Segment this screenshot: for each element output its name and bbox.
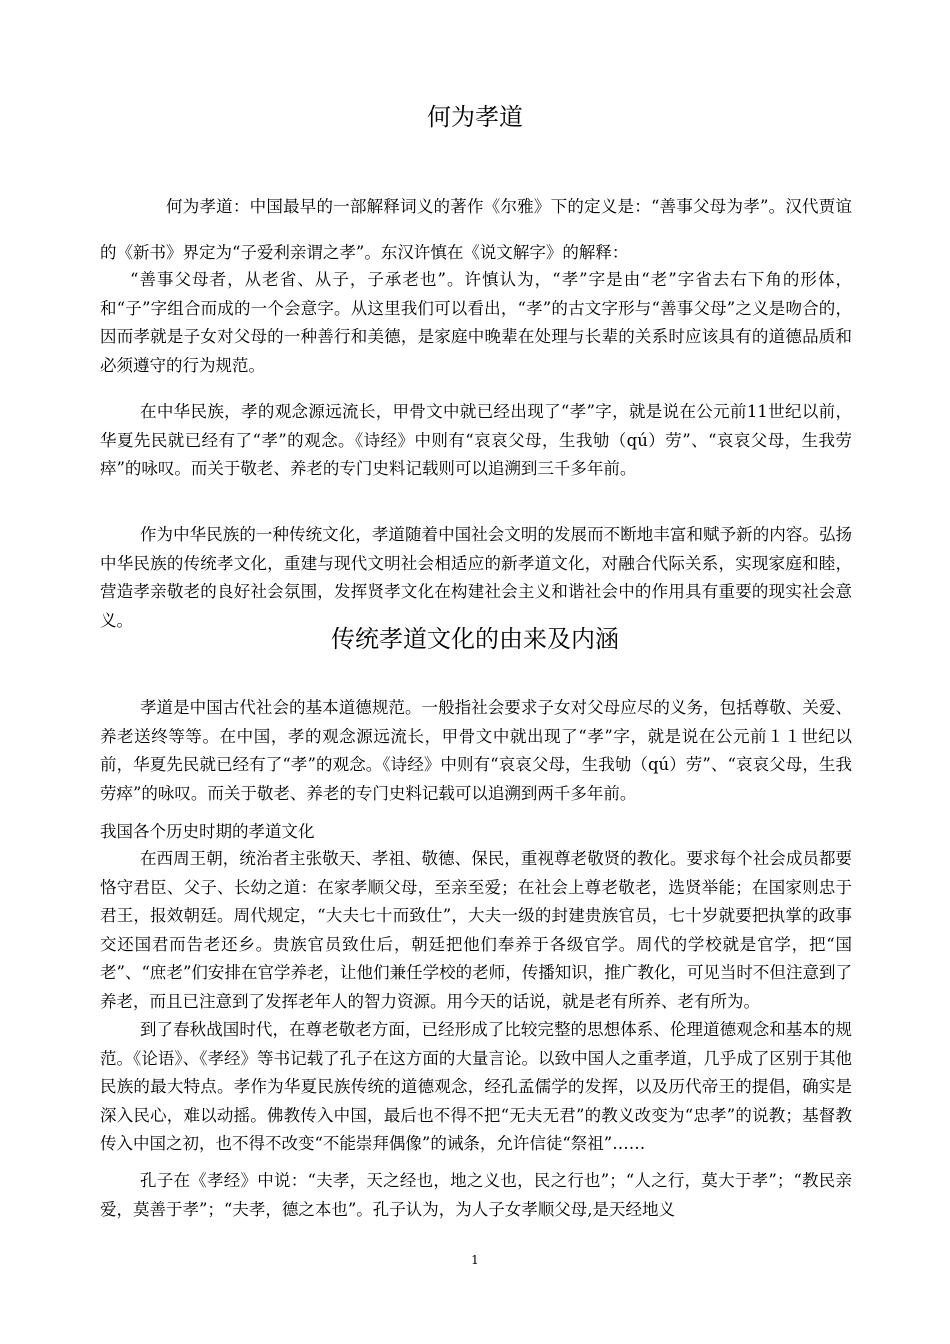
paragraph-definition: 何为孝道：中国最早的一部解释词义的著作《尔雅》下的定义是：“善事父母为孝”。汉代贾谊的《新书》界定为“子爱利亲谓之孝”。东汉许慎在《说文解字》的解释：	[100, 197, 852, 262]
paragraph-basic-norm: 孝道是中国古代社会的基本道德规范。一般指社会要求子女对父母应尽的义务，包括尊敬、关爱、养老送终等等。在中国，孝的观念源远流长，甲骨文中就出现了“孝”字，就是说在公元前１１世纪以前，华夏先民就已经有了“孝”的观念。《诗经》中则有“哀哀父母，生我劬（qú）劳”、“哀哀父母，生我劳瘁”的咏叹。而关于敬老、养老的专门史料记载可以追溯到两千多年前。	[100, 698, 852, 803]
subsection-heading: 我国各个历史时期的孝道文化	[100, 822, 315, 841]
paragraph-origin: 在中华民族，孝的观念源远流长，甲骨文中就已经出现了“孝”字，就是说在公元前11世纪以前，华夏先民就已经有了“孝”的观念。《诗经》中则有“哀哀父母，生我劬（qú）劳”、“哀哀父母，生我劳瘁”的咏叹。而关于敬老、养老的专门史料记载则可以追溯到三千多年前。	[100, 402, 852, 479]
paragraph-western-zhou: 在西周王朝，统治者主张敬天、孝祖、敬德、保民，重视尊老敬贤的教化。要求每个社会成员都要恪守君臣、父子、长幼之道：在家孝顺父母，至亲至爱；在社会上尊老敬老，选贤举能；在国家则忠于君王，报效朝廷。周代规定，“大夫七十而致仕”，大夫一级的封建贵族官员，七十岁就要把执掌的政事交还国君而告老还乡。贵族官员致仕后，朝廷把他们奉养于各级官学。周代的学校就是官学，把“国老”、“庶老”们安排在官学养老，让他们兼任学校的老师，传播知识，推广教化，可见当时不但注意到了养老，而且已注意到了发挥老年人的智力资源。用今天的话说，就是老有所养、老有所为。	[100, 849, 852, 1011]
paragraph-shuowen: “善事父母者，从老省、从子，子承老也”。许慎认为，“孝”字是由“老”字省去右下角的形体，和“子”字组合而成的一个会意字。从这里我们可以看出，“孝”的古文字形与“善事父母”之义是吻合的，因而孝就是子女对父母的一种善行和美德，是家庭中晚辈在处理与长辈的关系时应该具有的道德品质和必须遵守的行为规范。	[100, 270, 852, 375]
paragraph-significance: 作为中华民族的一种传统文化，孝道随着中国社会文明的发展而不断地丰富和赋予新的内容。弘扬中华民族的传统孝文化，重建与现代文明社会相适应的新孝道文化，对融合代际关系，实现家庭和睦，营造孝亲敬老的良好社会氛围，发挥贤孝文化在构建社会主义和谐社会中的作用具有重要的现实社会意义。	[100, 525, 852, 630]
paragraph-confucius: 孔子在《孝经》中说：“夫孝，天之经也，地之义也，民之行也”；“人之行，莫大于孝”；“教民亲爱，莫善于孝”；“夫孝，德之本也”。孔子认为，为人子女孝顺父母,是天经地义	[100, 1171, 852, 1219]
page-number: 1	[471, 1253, 479, 1267]
page-title: 何为孝道	[427, 103, 523, 131]
paragraph-spring-autumn: 到了春秋战国时代，在尊老敬老方面，已经形成了比较完整的思想体系、伦理道德观念和基本的规范。《论语》、《孝经》等书记载了孔子在这方面的大量言论。以致中国人之重孝道，几乎成了区别于其他民族的最大特点。孝作为华夏民族传统的道德观念，经孔孟儒学的发挥，以及历代帝王的提倡，确实是深入民心，难以动摇。佛教传入中国，最后也不得不把“无夫无君”的教义改变为“忠孝”的说教；基督教传入中国之初，也不得不改变“不能崇拜偶像”的诫条，允许信徒“祭祖”……	[100, 1020, 852, 1154]
section-title: 传统孝道文化的由来及内涵	[331, 625, 619, 653]
